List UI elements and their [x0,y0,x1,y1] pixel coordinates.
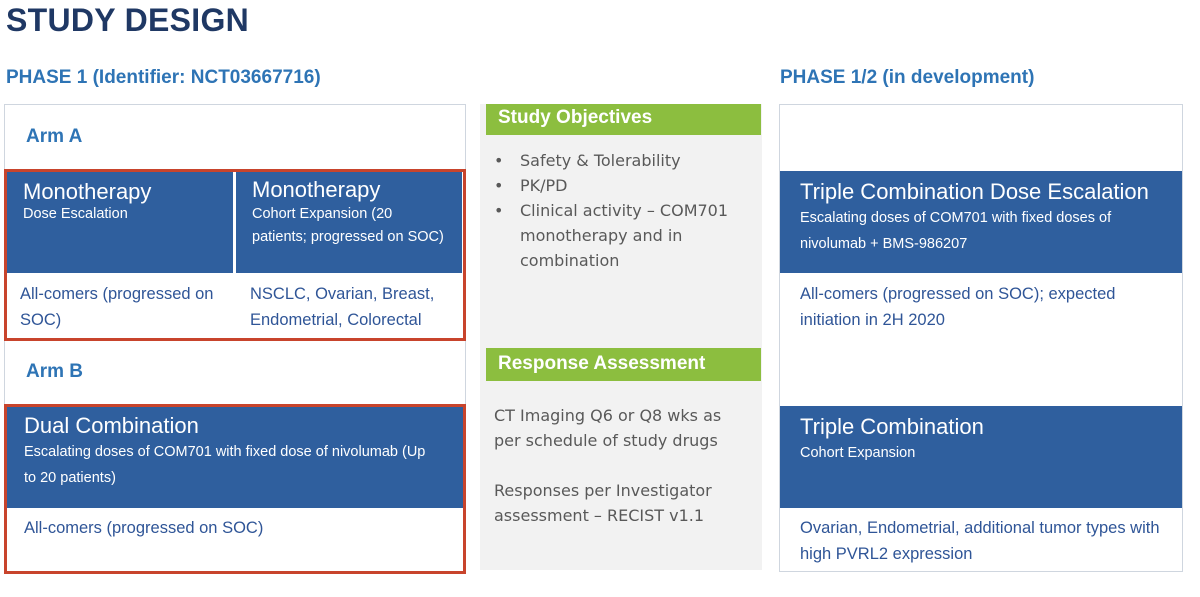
triple-expansion-subtitle: Cohort Expansion [800,445,916,461]
response-para-1: CT Imaging Q6 or Q8 wks as per schedule of study drugs [494,406,722,450]
arm-a-label: Arm A [26,126,83,147]
mono-escalation-title: Monotherapy [23,179,152,204]
mono-escalation-population: All-comers (progressed on SOC) [20,285,214,329]
triple-escalation-title: Triple Combination Dose Escalation [800,179,1149,204]
mono-expansion-population: NSCLC, Ovarian, Breast, Endometrial, Colorectal [250,285,435,329]
response-para-2: Responses per Investigator assessment – RECIST v1.1 [494,481,712,525]
response-heading: Response Assessment [486,348,761,381]
objective-item: • Safety & Tolerability [490,148,752,173]
dual-combination-subtitle: Escalating doses of COM701 with fixed dose of nivolumab (Up to 20 patients) [24,444,426,486]
objectives-heading: Study Objectives [486,104,761,135]
dual-combination-title: Dual Combination [24,413,199,438]
triple-expansion-cell [780,406,1182,508]
phase12-heading: PHASE 1/2 (in development) [780,67,1035,88]
triple-expansion-title: Triple Combination [800,414,984,439]
dual-combination-population: All-comers (progressed on SOC) [24,519,264,537]
arm-a-highlight [4,169,466,341]
triple-escalation-cell [780,171,1182,273]
objective-item: • PK/PD [490,173,752,198]
objective-item: • Clinical activity – COM701 monotherapy and in combination [490,198,752,273]
page-title: STUDY DESIGN [6,2,250,38]
triple-escalation-population: All-comers (progressed on SOC); expected initiation in 2H 2020 [800,285,1116,329]
mono-expansion-subtitle: Cohort Expansion (20 patients; progressed on SOC) [252,206,444,245]
arm-b-highlight [4,404,466,574]
objectives-list [490,148,752,273]
mono-expansion-title: Monotherapy [252,177,381,202]
mono-escalation-subtitle: Dose Escalation [23,206,128,222]
arm-b-label: Arm B [26,361,84,382]
triple-expansion-population: Ovarian, Endometrial, additional tumor types with high PVRL2 expression [800,519,1160,563]
phase1-heading: PHASE 1 (Identifier: NCT03667716) [6,67,321,88]
triple-escalation-subtitle: Escalating doses of COM701 with fixed doses of nivolumab + BMS-986207 [800,210,1112,252]
